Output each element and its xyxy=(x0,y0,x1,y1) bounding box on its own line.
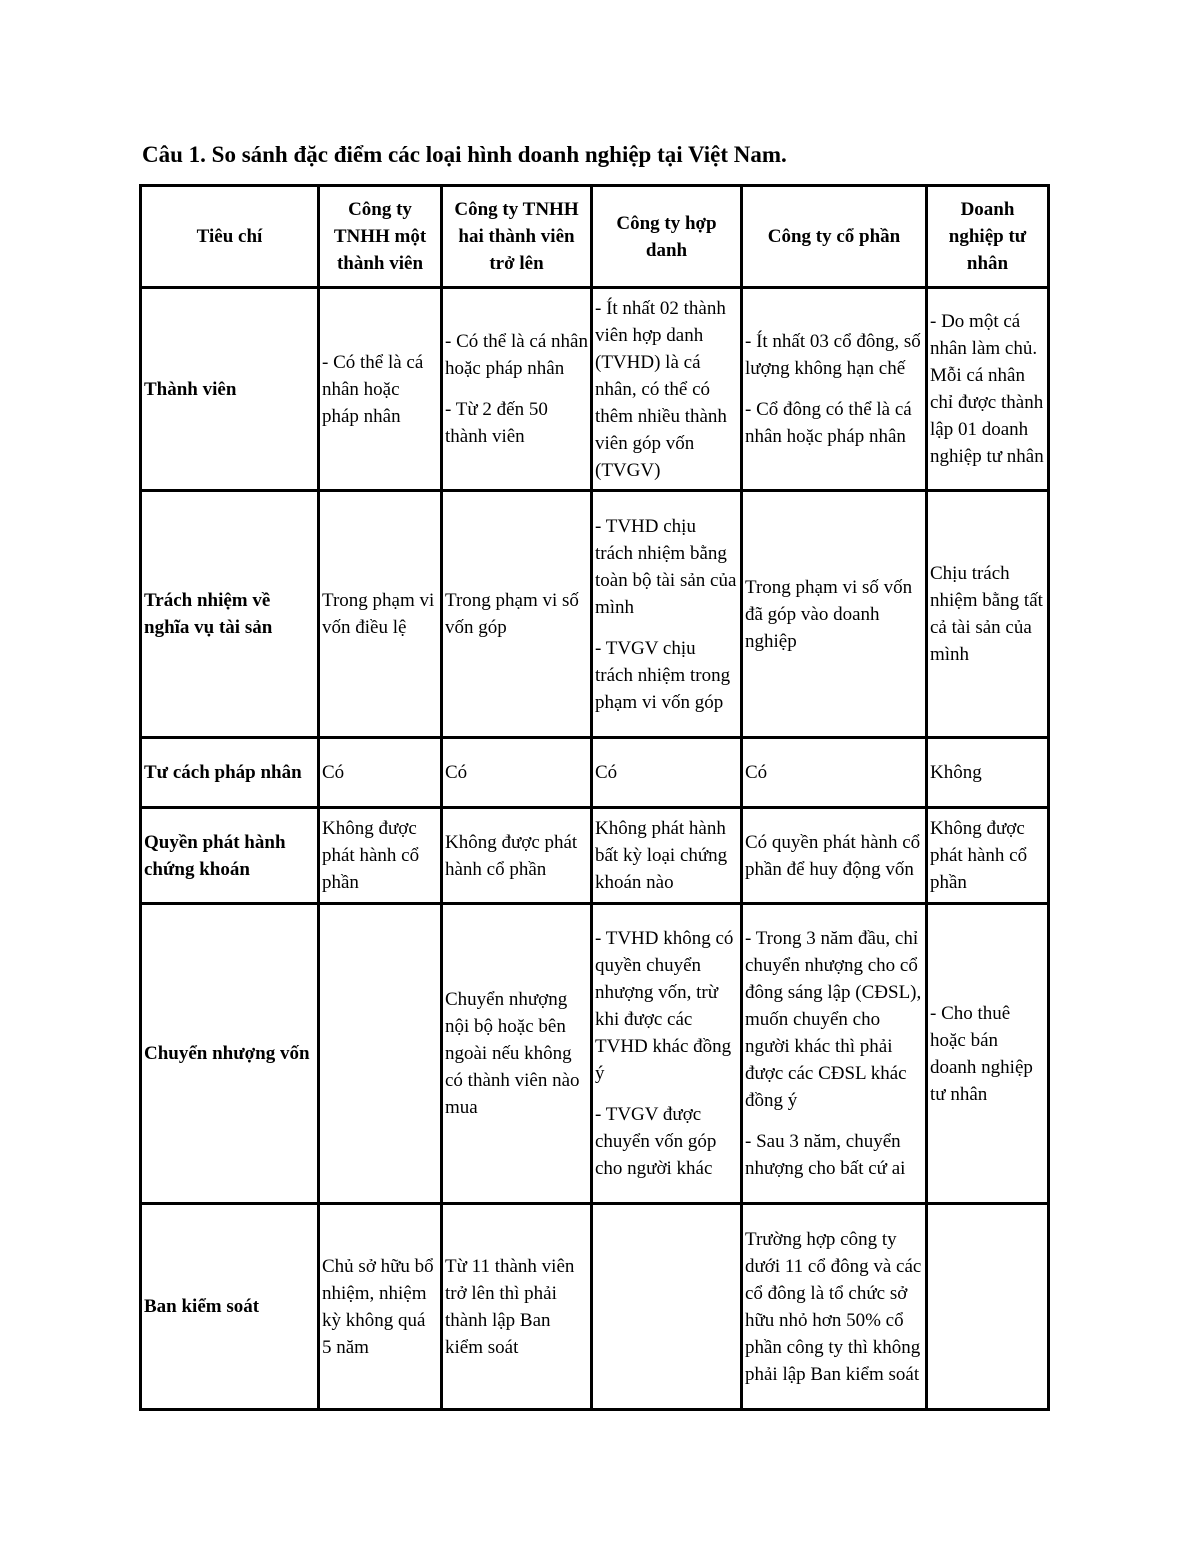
cell-paragraph: Trong phạm vi số vốn góp xyxy=(445,590,579,638)
value-cell xyxy=(742,288,927,491)
value-cell xyxy=(592,1204,742,1410)
cell-paragraph: - TVHD chịu trách nhiệm bằng toàn bộ tài sản của mình xyxy=(595,515,737,618)
cell-paragraph: Trường hợp công ty dưới 11 cổ đông và các cổ đông là tổ chức sở hữu nhỏ hơn 50% cổ phần công ty thì không phải lập Ban kiểm soát xyxy=(745,1228,922,1385)
criterion-cell: Chuyển nhượng vốn xyxy=(141,904,319,1204)
value-cell xyxy=(319,491,442,738)
value-cell xyxy=(319,904,442,1204)
table-row xyxy=(141,808,1049,904)
cell-paragraph: Trong phạm vi số vốn đã góp vào doanh nghiệp xyxy=(745,576,913,652)
cell-paragraph: - Có thể là cá nhân hoặc pháp nhân xyxy=(445,331,588,379)
cell-paragraph: - TVGV chịu trách nhiệm trong phạm vi vốn góp xyxy=(595,637,731,713)
cell-paragraph: - Từ 2 đến 50 thành viên xyxy=(445,399,548,447)
cell-paragraph: - TVHD không có quyền chuyển nhượng vốn, trừ khi được các TVHD khác đồng ý xyxy=(595,928,734,1084)
criterion-cell: Tư cách pháp nhân xyxy=(141,738,319,808)
value-cell xyxy=(742,738,927,808)
cell-paragraph: Không xyxy=(930,762,982,783)
cell-paragraph: - Ít nhất 03 cổ đông, số lượng không hạn chế xyxy=(745,331,921,379)
value-cell xyxy=(442,904,592,1204)
table-row xyxy=(141,738,1049,808)
cell-paragraph: Không được phát hành cổ phần xyxy=(322,818,420,893)
cell-paragraph: - Cổ đông có thể là cá nhân hoặc pháp nhân xyxy=(745,399,912,447)
value-cell xyxy=(592,491,742,738)
value-cell xyxy=(319,738,442,808)
value-cell xyxy=(319,1204,442,1410)
cell-paragraph: - Sau 3 năm, chuyển nhượng cho bất cứ ai xyxy=(745,1131,906,1179)
value-cell xyxy=(592,808,742,904)
value-cell xyxy=(742,904,927,1204)
cell-paragraph: Có xyxy=(322,762,345,783)
value-cell xyxy=(442,738,592,808)
value-cell xyxy=(442,288,592,491)
value-cell xyxy=(927,1204,1049,1410)
header-partnership: Công ty hợp danh xyxy=(592,186,742,288)
header-tnhh-multi-member: Công ty TNHH hai thành viên trở lên xyxy=(442,186,592,288)
value-cell xyxy=(442,808,592,904)
value-cell xyxy=(442,1204,592,1410)
value-cell xyxy=(742,1204,927,1410)
cell-paragraph: Có quyền phát hành cổ phần để huy động vốn xyxy=(745,831,921,880)
value-cell xyxy=(442,491,592,738)
cell-paragraph: Có xyxy=(745,762,768,783)
cell-paragraph: Có xyxy=(445,762,468,783)
value-cell xyxy=(927,738,1049,808)
comparison-table xyxy=(139,184,1050,1411)
value-cell xyxy=(319,808,442,904)
value-cell xyxy=(742,808,927,904)
cell-paragraph: Không được phát hành cổ phần xyxy=(445,831,578,880)
value-cell xyxy=(927,808,1049,904)
table-row xyxy=(141,904,1049,1204)
value-cell xyxy=(927,288,1049,491)
criterion-cell: Ban kiểm soát xyxy=(141,1204,319,1410)
cell-paragraph: Từ 11 thành viên trở lên thì phải thành lập Ban kiểm soát xyxy=(445,1255,575,1358)
cell-paragraph: Không phát hành bất kỳ loại chứng khoán nào xyxy=(595,818,728,893)
cell-paragraph: Chủ sở hữu bổ nhiệm, nhiệm kỳ không quá 5 năm xyxy=(322,1255,434,1358)
cell-paragraph: - Có thể là cá nhân hoặc pháp nhân xyxy=(322,351,424,427)
header-criterion: Tiêu chí xyxy=(141,186,319,288)
cell-paragraph: Chuyển nhượng nội bộ hoặc bên ngoài nếu không có thành viên nào mua xyxy=(445,989,580,1118)
header-joint-stock: Công ty cổ phần xyxy=(742,186,927,288)
header-tnhh-one-member: Công ty TNHH một thành viên xyxy=(319,186,442,288)
cell-paragraph: Chịu trách nhiệm bằng tất cả tài sản của mình xyxy=(930,563,1043,665)
cell-paragraph: - Trong 3 năm đầu, chỉ chuyển nhượng cho cổ đông sáng lập (CĐSL), muốn chuyển cho người khác thì phải được các CĐSL khác đồng ý xyxy=(745,928,922,1111)
cell-paragraph: - Cho thuê hoặc bán doanh nghiệp tư nhân xyxy=(930,1002,1033,1105)
table-row xyxy=(141,491,1049,738)
criterion-cell: Quyền phát hành chứng khoán xyxy=(141,808,319,904)
table-row xyxy=(141,288,1049,491)
cell-paragraph: - Do một cá nhân làm chủ. Mỗi cá nhân chỉ được thành lập 01 doanh nghiệp tư nhân xyxy=(930,311,1044,467)
value-cell xyxy=(319,288,442,491)
cell-paragraph: Trong phạm vi vốn điều lệ xyxy=(322,590,435,638)
header-row xyxy=(141,186,1049,288)
criterion-cell: Trách nhiệm về nghĩa vụ tài sản xyxy=(141,491,319,738)
value-cell xyxy=(592,904,742,1204)
criterion-cell: Thành viên xyxy=(141,288,319,491)
cell-paragraph: - TVGV được chuyển vốn góp cho người khác xyxy=(595,1104,717,1179)
value-cell xyxy=(592,738,742,808)
cell-paragraph: - Ít nhất 02 thành viên hợp danh (TVHD) là cá nhân, có thể có thêm nhiều thành viên góp vốn (TVGV) xyxy=(595,297,727,481)
cell-paragraph: Không được phát hành cổ phần xyxy=(930,818,1028,893)
value-cell xyxy=(927,491,1049,738)
header-private-enterprise: Doanh nghiệp tư nhân xyxy=(927,186,1049,288)
table-row xyxy=(141,1204,1049,1410)
value-cell xyxy=(927,904,1049,1204)
cell-paragraph: Có xyxy=(595,762,618,783)
page-title: Câu 1. So sánh đặc điểm các loại hình doanh nghiệp tại Việt Nam. xyxy=(142,142,787,167)
value-cell xyxy=(742,491,927,738)
value-cell xyxy=(592,288,742,491)
